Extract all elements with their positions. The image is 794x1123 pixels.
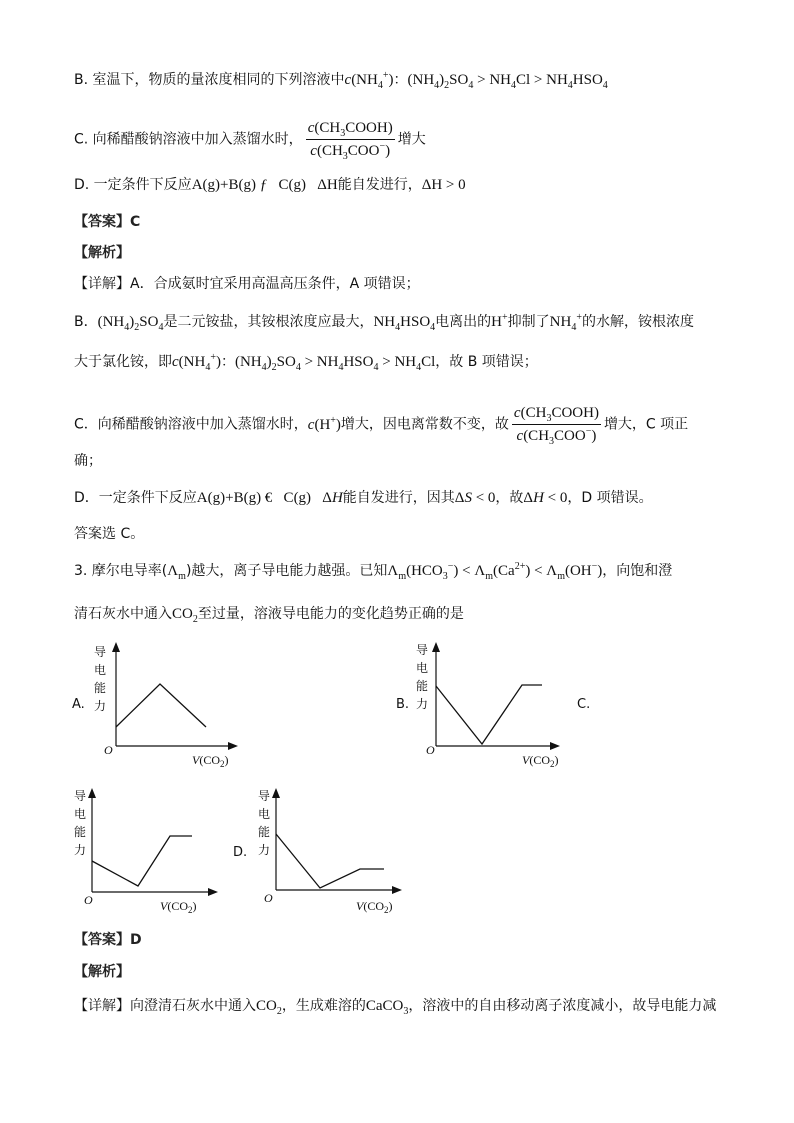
origin-label: O	[426, 743, 435, 757]
option-d-label: D.	[233, 845, 248, 860]
option-c-fraction: $\frac{c(CH_3COOH)}{c(CH_3COO^-)}$	[307, 120, 393, 162]
ylabel-char: 能	[94, 681, 107, 695]
q3-text5: 至过量，溶液导电能力的变化趋势正确的是	[197, 606, 464, 622]
option-b-line	[74, 70, 608, 90]
ylabel-char: 电	[94, 663, 107, 677]
formula-h-plus: H+	[491, 312, 508, 330]
graph-b-curve	[436, 685, 542, 744]
origin-label: O	[84, 893, 93, 907]
option-d-mid: 能自发进行，	[337, 177, 422, 193]
detail-c-text2: 增大，因电离常数不变，故	[340, 416, 509, 433]
ylabel-char: 导	[94, 645, 107, 659]
detail-d-text3: ，故	[495, 490, 524, 506]
ylabel-char: 导	[416, 643, 429, 657]
option-b-order: $(NH_4)_2SO_4 > NH_4Cl > NH_4HSO_4$	[407, 72, 608, 91]
detail-3-text3: ，溶液中的自由移动离子浓度减小，故导电能力减	[408, 998, 717, 1014]
detail-d-text2: 能自发进行，因其	[342, 490, 455, 506]
ylabel-char: 能	[416, 679, 429, 693]
option-a-label: A.	[72, 697, 85, 712]
graph-d-curve	[276, 834, 384, 888]
graph-c	[72, 786, 232, 918]
answer-choice: 答案选 C。	[74, 526, 145, 542]
ylabel-char: 力	[416, 697, 429, 711]
detail-3-text1: 【详解】向澄清石灰水中通入	[74, 998, 256, 1014]
nh4-concentration: $c(NH_4^+)$	[344, 70, 394, 91]
detail-3-text2: ，生成难溶的	[281, 998, 366, 1014]
q3-line1	[74, 561, 672, 581]
ylabel-char: 导	[258, 789, 271, 803]
graph-a-curve	[116, 684, 206, 727]
origin-label: O	[264, 891, 273, 905]
detail-b-text3: 抑制了	[507, 314, 550, 330]
detail-a: 【详解】A．合成氨时宜采用高温高压条件，A 项错误；	[74, 276, 420, 292]
formula-nh4hso4: $NH_4HSO_4$	[373, 314, 436, 333]
origin-label: O	[104, 743, 113, 757]
detail-b-text2: 电离出的	[435, 314, 492, 330]
option-d-line	[74, 175, 466, 195]
option-d-condition: ΔH > 0	[421, 177, 466, 193]
analysis-1: 【解析】	[74, 245, 130, 261]
detail-c-line2: 确；	[74, 453, 102, 469]
h-concentration: c(H+)	[307, 414, 341, 433]
ylabel-char: 力	[74, 843, 87, 857]
q3-text2: )越大，离子导电能力越强。已知	[185, 563, 388, 579]
ylabel-char: 电	[258, 807, 271, 821]
ylabel-char: 导	[74, 789, 87, 803]
graph-a	[92, 640, 252, 772]
xlabel: $V(CO_2)$	[160, 899, 197, 915]
entropy-condition: ΔS < 0	[454, 490, 496, 506]
graph-d	[256, 786, 416, 918]
ylabel-char: 电	[416, 661, 429, 675]
detail-c-line1	[74, 403, 688, 446]
option-d-reaction: A(g)+B(g) ƒ C(g) ΔH	[191, 177, 338, 193]
xlabel: $V(CO_2)$	[522, 753, 559, 769]
answer-1: 【答案】C	[74, 214, 141, 230]
enthalpy-condition: ΔH < 0	[523, 490, 568, 506]
graph-c-curve	[92, 836, 192, 886]
lambda-order: $\Lambda_m(HCO_3^-) < \Lambda_m(Ca^{2+}) < \Lambda_m(OH^-)$	[387, 561, 603, 582]
detail-c-text3: 增大，C 项正	[603, 416, 689, 433]
colon: ：	[393, 72, 408, 88]
detail-b-text5: 大于氯化铵，即	[74, 354, 172, 370]
ylabel-char: 力	[94, 699, 107, 713]
q3-line2	[74, 604, 464, 624]
answer-2: 【答案】D	[74, 932, 142, 948]
colon-2: ：	[220, 354, 235, 370]
detail-b-line1	[74, 312, 694, 332]
formula-nh4-plus: $NH_4^+$	[549, 312, 582, 333]
detail-d-line	[74, 488, 653, 508]
option-c-suffix: 增大	[397, 131, 426, 148]
option-c-prefix: C. 向稀醋酸钠溶液中加入蒸馏水时，	[74, 131, 303, 148]
graph-b	[414, 640, 574, 772]
detail-b-text1: 是二元铵盐，其铵根浓度应最大，	[163, 314, 374, 330]
ylabel-char: 能	[74, 825, 87, 839]
option-c-label: C.	[577, 697, 591, 712]
q3-text1: 3. 摩尔电导率(	[74, 563, 168, 579]
analysis-2: 【解析】	[74, 964, 130, 980]
xlabel: $V(CO_2)$	[192, 753, 229, 769]
detail-b-order: $(NH_4)_2SO_4 > NH_4HSO_4 > NH_4Cl$	[234, 354, 436, 373]
q3-text3: ，向饱和澄	[602, 563, 673, 579]
detail-c-text1: C．向稀醋酸钠溶液中加入蒸馏水时，	[74, 416, 308, 433]
lambda-m: $\Lambda_m$	[167, 563, 186, 582]
detail-d-text4: ，D 项错误。	[567, 490, 653, 506]
ylabel-char: 能	[258, 825, 271, 839]
detail-b-label: B．	[74, 314, 98, 330]
xlabel: $V(CO_2)$	[356, 899, 393, 915]
ylabel-char: 力	[258, 843, 271, 857]
detail-b-text4: 的水解，铵根浓度	[581, 314, 694, 330]
detail-d-reaction: A(g)+B(g) € C(g) ΔH	[196, 490, 343, 506]
co2-formula-2: $CO_2$	[256, 998, 282, 1017]
detail-b-text6: ，故 B 项错误；	[435, 354, 538, 370]
option-b-label: B.	[396, 697, 410, 712]
detail-d-text1: D．一定条件下反应	[74, 490, 197, 506]
detail-3	[74, 996, 716, 1016]
nh4-concentration-2: $c(NH_4^+)$	[172, 352, 221, 373]
detail-c-fraction: $\frac{c(CH_3COOH)}{c(CH_3COO^-)}$	[513, 405, 599, 447]
option-c-line	[74, 118, 426, 161]
option-b-prefix: B. 室温下，物质的量浓度相同的下列溶液中	[74, 72, 345, 88]
detail-b-line2	[74, 352, 538, 372]
option-d-prefix: D. 一定条件下反应	[74, 177, 192, 193]
co2-formula: $CO_2$	[172, 606, 198, 625]
ylabel-char: 电	[74, 807, 87, 821]
caco3-formula: CaCO$_3$	[365, 998, 409, 1017]
formula-nh4-2-so4: $(NH_4)_2SO_4$	[97, 314, 164, 333]
q3-text4: 清石灰水中通入	[74, 606, 172, 622]
